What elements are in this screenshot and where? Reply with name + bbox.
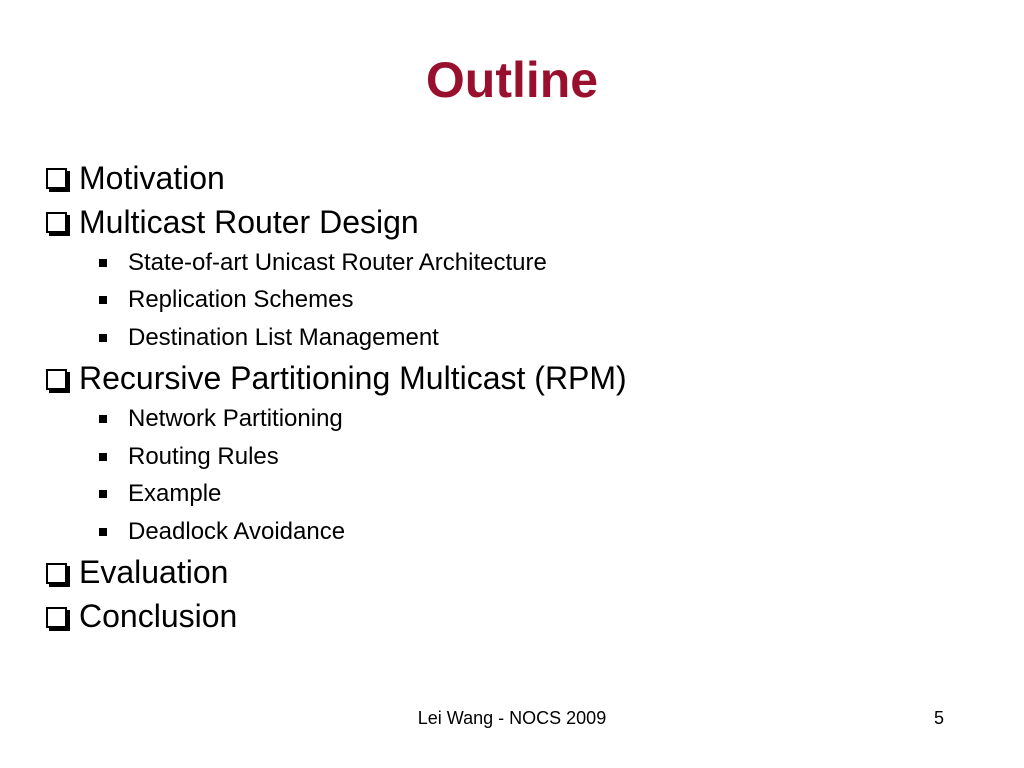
square-bullet-icon <box>99 296 107 304</box>
checkbox-icon <box>46 168 67 189</box>
outline-item-label: Network Partitioning <box>128 405 343 433</box>
slide-title: Outline <box>425 52 599 108</box>
square-bullet-icon <box>99 528 107 536</box>
outline-item <box>46 156 627 200</box>
outline-item <box>46 282 627 320</box>
outline-item-label: Multicast Router Design <box>79 203 419 240</box>
slide-number: 5 <box>933 708 944 728</box>
outline-item-label: Routing Rules <box>128 442 279 470</box>
outline-item <box>46 357 627 401</box>
outline-item-label: Deadlock Avoidance <box>128 517 346 545</box>
checkbox-icon <box>46 212 67 233</box>
outline-item <box>46 401 627 439</box>
outline-item-label: Motivation <box>79 159 225 196</box>
outline-item <box>46 244 627 282</box>
checkbox-icon <box>46 563 67 584</box>
outline-item <box>46 595 627 639</box>
outline-item-label: Recursive Partitioning Multicast (RPM) <box>79 360 627 396</box>
square-bullet-icon <box>99 334 107 342</box>
outline-item <box>46 438 627 476</box>
outline-item-label: Replication Schemes <box>128 286 354 314</box>
outline-item-label: Destination List Management <box>128 323 439 351</box>
square-bullet-icon <box>99 453 107 461</box>
outline-item-label: Evaluation <box>79 554 229 590</box>
outline-item <box>46 513 627 551</box>
outline-item <box>46 476 627 514</box>
checkbox-icon <box>46 369 67 390</box>
outline-item <box>46 551 627 595</box>
slide-footer: Lei Wang - NOCS 2009 <box>417 708 607 728</box>
outline-item-label: Example <box>128 480 222 508</box>
outline-item-label: Conclusion <box>79 598 238 634</box>
square-bullet-icon <box>99 259 107 267</box>
outline-item <box>46 200 627 244</box>
outline-item <box>46 319 627 357</box>
square-bullet-icon <box>99 415 107 423</box>
checkbox-icon <box>46 607 67 628</box>
square-bullet-icon <box>99 490 107 498</box>
outline-item-label: State-of-art Unicast Router Architecture <box>128 248 547 276</box>
outline-list <box>46 156 627 639</box>
